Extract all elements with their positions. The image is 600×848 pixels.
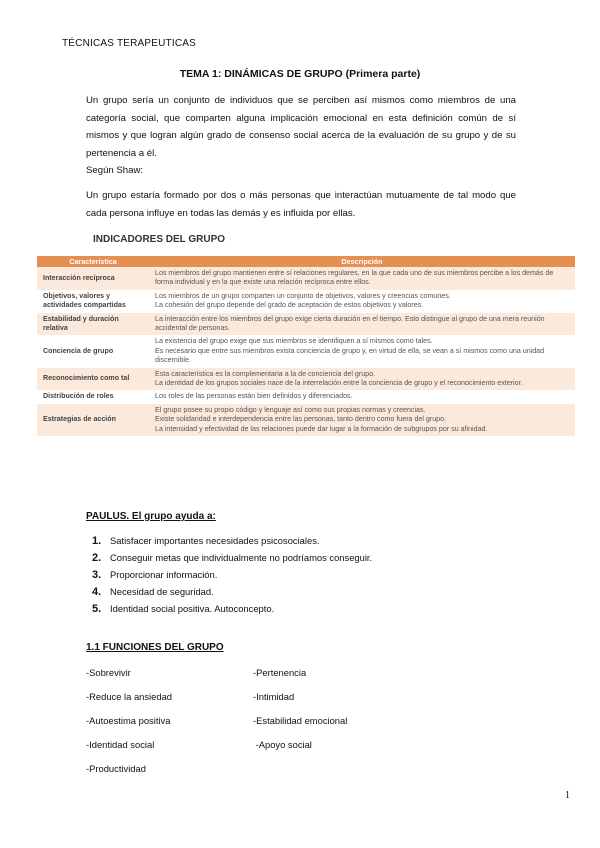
list-item-number: 4. (92, 585, 102, 598)
paulus-list (92, 532, 372, 617)
function-item: -Productividad (86, 763, 146, 774)
list-item-text: Conseguir metas que individualmente no podríamos conseguir. (110, 552, 373, 563)
characteristic-cell: Reconocimiento como tal (37, 368, 149, 391)
description-cell (149, 313, 575, 336)
list-item-text: Proporcionar información. (110, 569, 218, 580)
description-line: Esta característica es la complementaria a la de conciencia del grupo. (155, 369, 376, 378)
list-item (92, 566, 372, 583)
function-item: -Sobrevivir (86, 667, 131, 678)
characteristic-cell: Distribución de roles (37, 390, 149, 403)
description-line: Los miembros de un grupo comparten un conjunto de objetivos, valores y creencias comunes. (155, 291, 451, 300)
table-row (37, 267, 575, 290)
description-cell (149, 390, 575, 403)
description-cell (149, 404, 575, 436)
document-title: TEMA 1: DINÁMICAS DE GRUPO (Primera parte) (179, 68, 421, 80)
list-item (92, 583, 372, 600)
table-row (37, 313, 575, 336)
description-line: La intensidad y efectividad de las relaciones puede dar lugar a la formación de subgrupos por su afinidad. (155, 424, 488, 433)
definition-paragraph: Un grupo sería un conjunto de individuos que se perciben así mismos como miembros de una categoría social, que comparten alguna implicación emocional en esta definición común de sí mismos y que logran algún grado de consenso social acerca de la evaluación de su grupo y de su pertenencia a él. (86, 95, 516, 159)
shaw-definition-paragraph: Un grupo estaría formado por dos o más personas que interactúan mutuamente de tal modo que cada persona influye en todas las demás y es influida por ellas. (86, 190, 516, 219)
shaw-label: Según Shaw: (86, 165, 144, 176)
characteristic-cell: Interacción recíproca (37, 267, 149, 290)
list-item-number: 2. (92, 551, 102, 564)
description-line: El grupo posee su propio código y lenguaje así como sus propias normas y creencias. (155, 405, 426, 414)
column-header-description: Descripción (149, 256, 575, 267)
function-item: -Autoestima positiva (86, 715, 171, 726)
description-cell (149, 267, 575, 290)
description-line: La existencia del grupo exige que sus miembros se identifiquen a sí mismos como tales. (155, 337, 433, 346)
list-item (92, 532, 372, 549)
description-line: Los miembros del grupo mantienen entre sí relaciones regulares, en la que cada uno de sus miembros percibe a los demás de forma individual y en la que existe una relación recíproca entre ellos. (155, 269, 554, 287)
function-item: -Pertenencia (253, 667, 307, 678)
list-item-text: Satisfacer importantes necesidades psicosociales. (110, 535, 320, 546)
characteristic-cell: Objetivos, valores y actividades compartidas (37, 290, 149, 313)
list-item-number: 5. (92, 602, 102, 615)
description-line: Es necesario que entre sus miembros exista conciencia de grupo y, en virtud de ella, se vean a sí mismos como una unidad discernible. (155, 346, 545, 365)
list-item (92, 600, 372, 617)
characteristic-cell: Conciencia de grupo (37, 335, 149, 367)
paulus-title: PAULUS. El grupo ayuda a: (86, 511, 216, 522)
description-cell (149, 368, 575, 391)
table-row (37, 368, 575, 391)
description-line: La interacción entre los miembros del grupo exige cierta duración en el tiempo. Esto distingue al grupo de una mera reunión accidental de personas. (155, 314, 545, 333)
description-line: Los roles de las personas están bien definidos y diferenciados. (155, 392, 353, 401)
function-item: -Intimidad (253, 691, 295, 702)
page-number: 1 (565, 790, 570, 801)
list-item (92, 549, 372, 566)
function-item: -Estabilidad emocional (253, 715, 348, 726)
description-line: La cohesión del grupo depende del grado de aceptación de estos objetivos y valores. (155, 301, 424, 310)
column-header-characteristic: Característica (37, 256, 149, 267)
description-cell (149, 335, 575, 367)
table-row (37, 335, 575, 367)
table-row (37, 290, 575, 313)
list-item-number: 1. (92, 534, 102, 547)
indicators-table (37, 256, 575, 436)
characteristic-cell: Estrategias de acción (37, 404, 149, 436)
function-item: -Reduce la ansiedad (86, 691, 172, 702)
functions-title: 1.1 FUNCIONES DEL GRUPO (86, 642, 224, 653)
function-item: -Apoyo social (253, 739, 312, 750)
description-line: Existe solidaridad e interdependencia entre las personas, tanto dentro como fuera del grupo. (155, 415, 447, 424)
list-item-text: Identidad social positiva. Autoconcepto. (110, 603, 275, 614)
description-cell (149, 290, 575, 313)
list-item-number: 3. (92, 568, 102, 581)
table-row (37, 404, 575, 436)
page-header: TÉCNICAS TERAPEUTICAS (62, 38, 197, 49)
table-row (37, 390, 575, 403)
indicators-title: INDICADORES DEL GRUPO (93, 234, 226, 245)
characteristic-cell: Estabilidad y duración relativa (37, 313, 149, 336)
list-item-text: Necesidad de seguridad. (110, 586, 214, 597)
function-item: -Identidad social (86, 739, 155, 750)
description-line: La identidad de los grupos sociales nace de la interrelación entre la conciencia de grupo y el reconocimiento exterior. (155, 379, 523, 388)
